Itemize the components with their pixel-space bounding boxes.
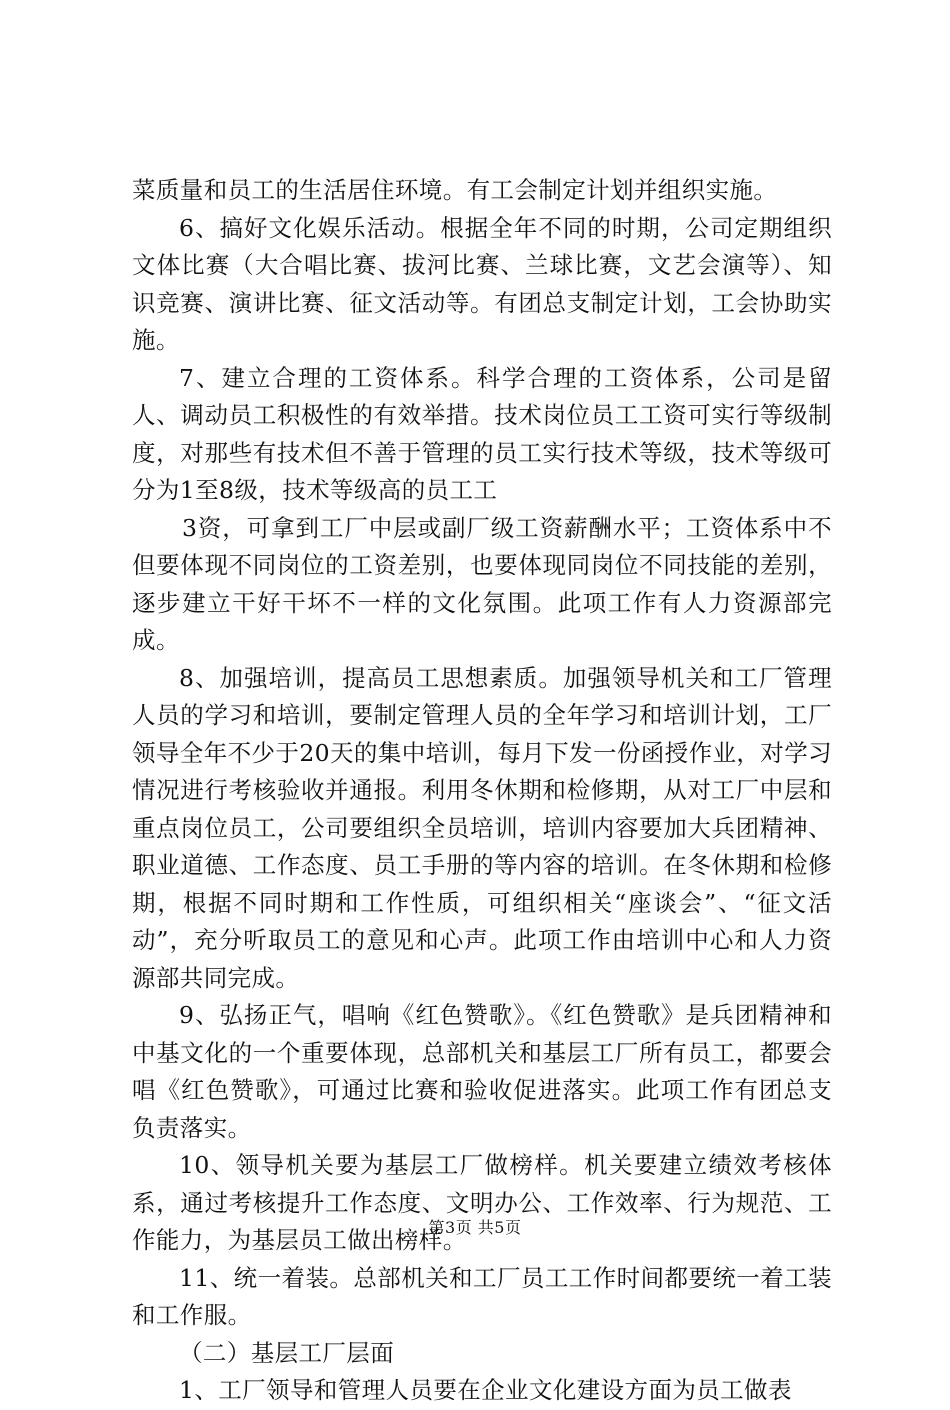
section-heading: （二）基层工厂层面 xyxy=(179,1338,395,1367)
page-number-footer: 第3页 共5页 xyxy=(428,1218,522,1237)
paragraph: 9、弘扬正气，唱响《红色赞歌》。《红色赞歌》是兵团精神和中基文化的一个重要体现，总部机关和基层工厂所有员工，都要会唱《红色赞歌》，可通过比赛和验收促进落实。此项工作有团总支负责落实。 xyxy=(132,1001,832,1142)
paragraph: 菜质量和员工的生活居住环境。有工会制定计划并组织实施。 xyxy=(132,176,778,204)
paragraph: 3资，可拿到工厂中层或副厂级工资薪酬水平；工资体系中不但要体现不同岗位的工资差别，也要体现同岗位不同技能的差别，逐步建立干好干坏不一样的文化氛围。此项工作有人力资源部完成。 xyxy=(132,513,832,654)
paragraph: 11、统一着装。总部机关和工厂员工工作时间都要统一着工装和工作服。 xyxy=(132,1263,832,1329)
paragraph: 7、建立合理的工资体系。科学合理的工资体系，公司是留人、调动员工积极性的有效举措。技术岗位员工工资可实行等级制度，对那些有技术但不善于管理的员工实行技术等级，技术等级可分为1至8级，技术等级高的员工工 xyxy=(132,363,832,504)
paragraph: 6、搞好文化娱乐活动。根据全年不同的时期，公司定期组织文体比赛（大合唱比赛、拔河比赛、兰球比赛，文艺会演等）、知识竞赛、演讲比赛、征文活动等。有团总支制定计划，工会协助实施。 xyxy=(132,213,832,354)
paragraph: 10、领导机关要为基层工厂做榜样。机关要建立绩效考核体系，通过考核提升工作态度、文明办公、工作效率、行为规范、工作能力，为基层员工做出榜样。 xyxy=(132,1151,832,1254)
paragraph: 8、加强培训，提高员工思想素质。加强领导机关和工厂管理人员的学习和培训，要制定管理人员的全年学习和培训计划，工厂领导全年不少于20天的集中培训，每月下发一份函授作业，对学习情况进行考核验收并通报。利用冬休期和检修期，从对工厂中层和重点岗位员工，公司要组织全员培训，培训内容要加大兵团精神、职业道德、工作态度、员工手册的等内容的培训。在冬休期和检修期，根据不同时期和工作性质，可组织相关“座谈会”、“征文活动”，充分听取员工的意见和心声。此项工作由培训中心和人力资源部共同完成。 xyxy=(132,663,832,992)
paragraph: 1、工厂领导和管理人员要在企业文化建设方面为员工做表 xyxy=(179,1376,792,1404)
